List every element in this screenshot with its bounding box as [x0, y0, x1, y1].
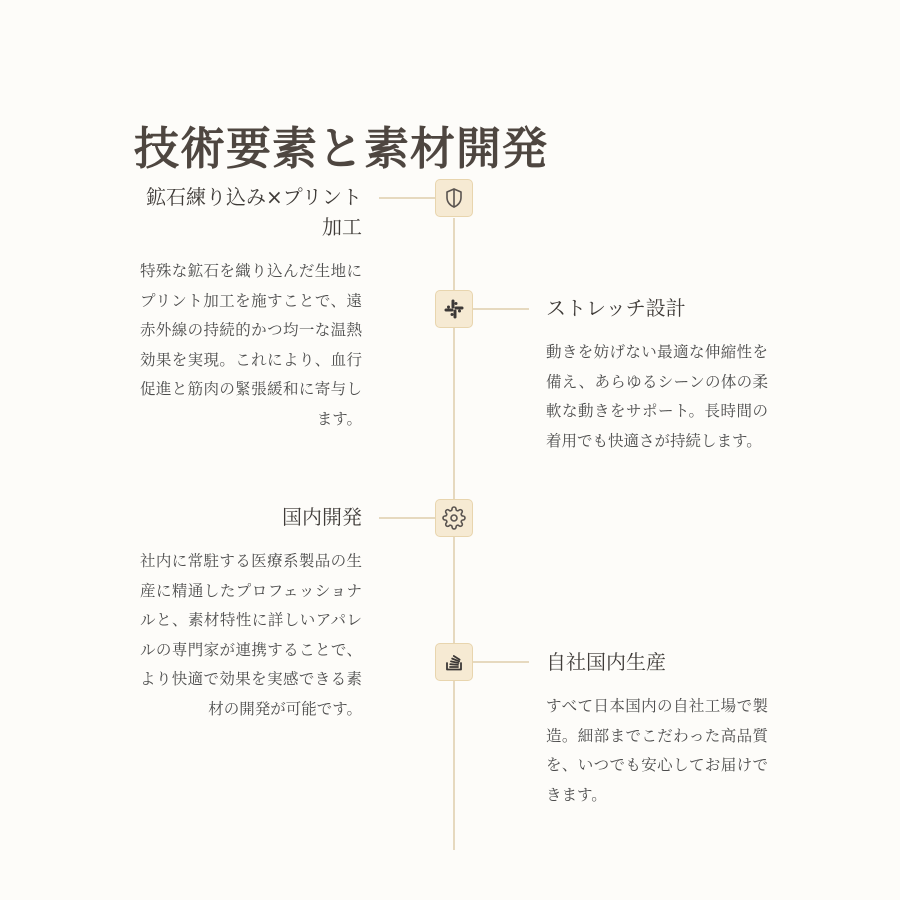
timeline-item-stretch	[546, 293, 768, 456]
shield-icon	[435, 179, 473, 217]
item-title: ストレッチ設計	[546, 296, 686, 320]
timeline-item-domestic-development	[140, 502, 362, 724]
item-title: 自社国内生産	[546, 650, 666, 674]
item-title: 国内開発	[282, 505, 362, 529]
item-description: 特殊な鉱石を織り込んだ生地にプリント加工を施すことで、遠赤外線の持続的かつ均一な温熱効果を実現。これにより、血行促進と筋肉の緊張緩和に寄与します。	[140, 262, 362, 428]
item-description: 社内に常駐する医療系製品の生産に精通したプロフェッショナルと、素材特性に詳しいアパレルの専門家が連携することで、より快適で効果を実感できる素材の開発が可能です。	[140, 552, 362, 718]
item-description: すべて日本国内の自社工場で製造。細部までこだわった高品質を、いつでも安心してお届けできます。	[546, 697, 768, 804]
item-title: 鉱石練り込み×プリント加工	[146, 185, 362, 239]
timeline-connector	[473, 661, 529, 663]
stack-icon	[435, 643, 473, 681]
timeline-item-ore-print	[140, 182, 362, 434]
timeline-connector	[473, 308, 529, 310]
timeline-connector	[379, 517, 435, 519]
slack-icon	[435, 290, 473, 328]
timeline-item-domestic-production	[546, 647, 768, 810]
item-description: 動きを妨げない最適な伸縮性を備え、あらゆるシーンの体の柔軟な動きをサポート。長時間の着用でも快適さが持続します。	[546, 343, 768, 450]
page-title: 技術要素と素材開発	[134, 122, 549, 176]
gear-icon	[435, 499, 473, 537]
timeline-connector	[379, 197, 435, 199]
